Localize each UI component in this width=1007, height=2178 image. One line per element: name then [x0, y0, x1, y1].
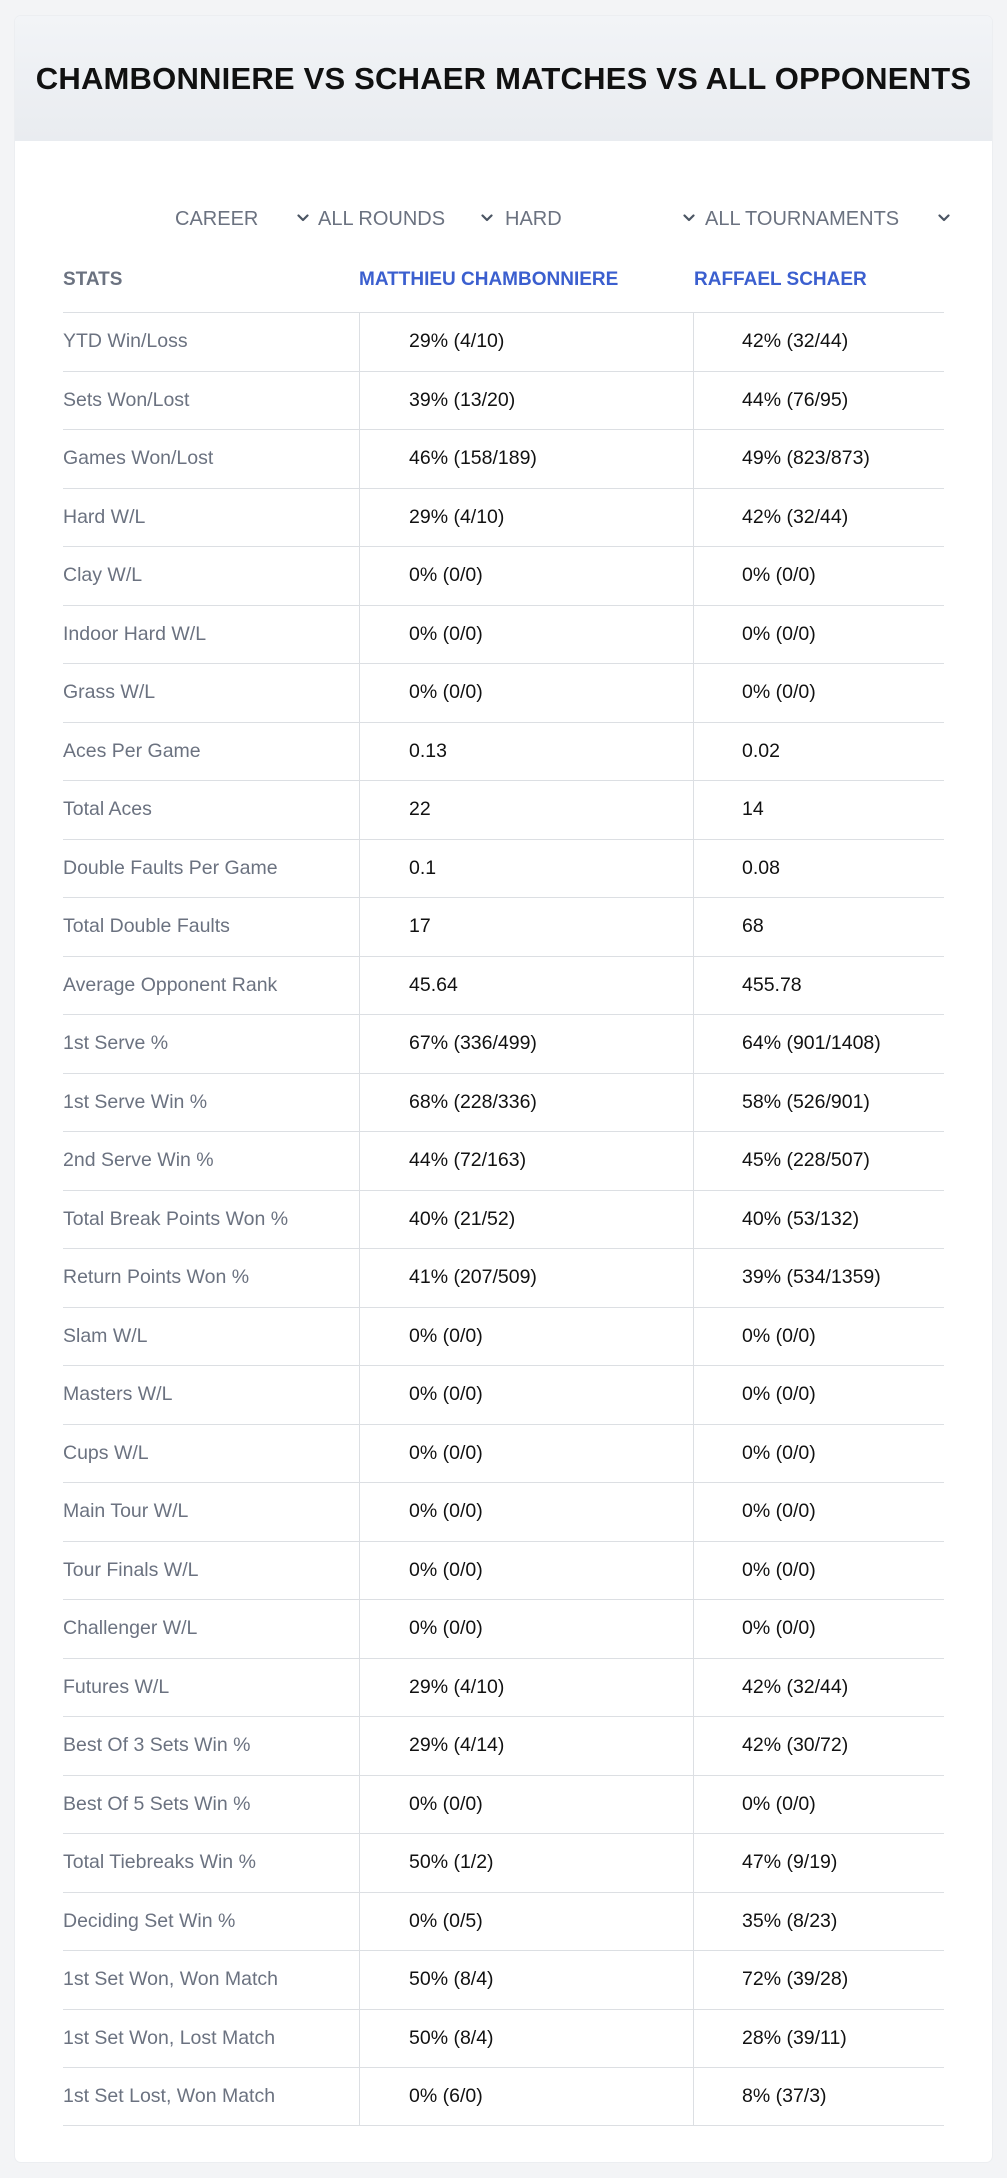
stats-table	[63, 312, 944, 2126]
table-row	[63, 312, 944, 371]
stat-label: Indoor Hard W/L	[63, 622, 207, 645]
stats-card	[15, 16, 992, 2162]
table-row	[63, 1014, 944, 1073]
stat-label: Challenger W/L	[63, 1617, 198, 1640]
stat-label: 1st Set Won, Lost Match	[63, 2026, 276, 2049]
stat-label: Aces Per Game	[63, 739, 201, 762]
stat-label: Hard W/L	[63, 505, 146, 528]
player2-value: 455.78	[693, 957, 944, 1015]
table-row	[63, 1248, 944, 1307]
player1-value: 0% (0/0)	[359, 1542, 693, 1600]
player2-value: 0.02	[693, 723, 944, 781]
player1-value: 22	[359, 781, 693, 839]
table-row	[63, 2067, 944, 2126]
stat-label: Clay W/L	[63, 564, 143, 587]
table-row	[63, 488, 944, 547]
table-row	[63, 1424, 944, 1483]
period-select[interactable]	[175, 191, 315, 247]
table-row	[63, 1658, 944, 1717]
stat-label: Best Of 5 Sets Win %	[63, 1792, 251, 1815]
player1-value: 29% (4/10)	[359, 1659, 693, 1717]
chevron-down-icon	[938, 212, 950, 224]
player1-value: 17	[359, 898, 693, 956]
table-row	[63, 780, 944, 839]
table-row	[63, 956, 944, 1015]
player1-value: 0% (0/0)	[359, 1366, 693, 1424]
stat-label: Sets Won/Lost	[63, 388, 190, 411]
player2-value: 40% (53/132)	[693, 1191, 944, 1249]
player1-value: 44% (72/163)	[359, 1132, 693, 1190]
stat-label: Tour Finals W/L	[63, 1558, 199, 1581]
table-row	[63, 605, 944, 664]
tournament-select[interactable]	[705, 191, 955, 247]
stat-label: Futures W/L	[63, 1675, 170, 1698]
table-row	[63, 663, 944, 722]
tournament-select-value: ALL TOURNAMENTS	[705, 207, 900, 230]
player2-value: 42% (30/72)	[693, 1717, 944, 1775]
player1-value: 0.1	[359, 840, 693, 898]
player1-value: 0.13	[359, 723, 693, 781]
table-row	[63, 1892, 944, 1951]
page-title: CHAMBONNIERE VS SCHAER MATCHES VS ALL OPPONENTS	[35, 60, 972, 96]
table-row	[63, 1950, 944, 2009]
table-row	[63, 1599, 944, 1658]
stat-label: 1st Set Lost, Won Match	[63, 2084, 276, 2107]
stat-label: Total Break Points Won %	[63, 1207, 289, 1230]
player2-value: 0% (0/0)	[693, 1425, 944, 1483]
player1-link[interactable]: MATTHIEU CHAMBONNIERE	[359, 269, 619, 290]
stat-label: Masters W/L	[63, 1383, 173, 1406]
table-row	[63, 429, 944, 488]
table-row	[63, 1131, 944, 1190]
player1-value: 68% (228/336)	[359, 1074, 693, 1132]
stat-label: Cups W/L	[63, 1441, 149, 1464]
player1-value: 45.64	[359, 957, 693, 1015]
stat-label: YTD Win/Loss	[63, 330, 188, 353]
player2-value: 42% (32/44)	[693, 1659, 944, 1717]
player2-value: 0% (0/0)	[693, 547, 944, 605]
player1-value: 50% (8/4)	[359, 2010, 693, 2068]
stat-label: Total Tiebreaks Win %	[63, 1851, 256, 1874]
surface-select[interactable]	[505, 191, 705, 247]
chevron-down-icon	[297, 212, 309, 224]
player1-value: 40% (21/52)	[359, 1191, 693, 1249]
player2-link[interactable]: RAFFAEL SCHAER	[694, 269, 867, 290]
player2-value: 68	[693, 898, 944, 956]
stat-label: Slam W/L	[63, 1324, 148, 1347]
card-header	[15, 16, 992, 141]
player2-value: 45% (228/507)	[693, 1132, 944, 1190]
player2-value: 0% (0/0)	[693, 1776, 944, 1834]
stat-label: Games Won/Lost	[63, 447, 214, 470]
table-row	[63, 1541, 944, 1600]
table-row	[63, 722, 944, 781]
player2-value: 44% (76/95)	[693, 372, 944, 430]
player1-value: 39% (13/20)	[359, 372, 693, 430]
player2-value: 72% (39/28)	[693, 1951, 944, 2009]
player2-value: 0% (0/0)	[693, 606, 944, 664]
player2-value: 64% (901/1408)	[693, 1015, 944, 1073]
player1-value: 0% (0/0)	[359, 1308, 693, 1366]
player2-value: 49% (823/873)	[693, 430, 944, 488]
table-row	[63, 1307, 944, 1366]
player2-value: 0% (0/0)	[693, 1483, 944, 1541]
player1-value: 0% (0/0)	[359, 1776, 693, 1834]
stat-label: 2nd Serve Win %	[63, 1149, 214, 1172]
table-row	[63, 1716, 944, 1775]
player2-value: 47% (9/19)	[693, 1834, 944, 1892]
player2-value: 14	[693, 781, 944, 839]
period-select-value: CAREER	[175, 207, 259, 230]
player1-value: 0% (0/0)	[359, 1600, 693, 1658]
player1-value: 0% (0/0)	[359, 1483, 693, 1541]
table-row	[63, 1073, 944, 1132]
table-row	[63, 546, 944, 605]
round-select-value: ALL ROUNDS	[318, 207, 446, 230]
table-row	[63, 897, 944, 956]
table-row	[63, 1833, 944, 1892]
round-select[interactable]	[318, 191, 498, 247]
stat-label: Return Points Won %	[63, 1266, 250, 1289]
player2-value: 0% (0/0)	[693, 1542, 944, 1600]
player1-value: 67% (336/499)	[359, 1015, 693, 1073]
player1-value: 29% (4/10)	[359, 489, 693, 547]
player1-value: 46% (158/189)	[359, 430, 693, 488]
stat-label: Double Faults Per Game	[63, 856, 278, 879]
player1-value: 50% (1/2)	[359, 1834, 693, 1892]
player1-value: 50% (8/4)	[359, 1951, 693, 2009]
stats-column-header: STATS	[63, 269, 123, 290]
player1-value: 0% (0/0)	[359, 606, 693, 664]
stat-label: 1st Serve Win %	[63, 1090, 208, 1113]
table-row	[63, 1775, 944, 1834]
table-row	[63, 1482, 944, 1541]
player2-value: 0% (0/0)	[693, 1600, 944, 1658]
player1-value: 41% (207/509)	[359, 1249, 693, 1307]
stat-label: Grass W/L	[63, 681, 156, 704]
stat-label: Total Double Faults	[63, 915, 230, 938]
player2-value: 28% (39/11)	[693, 2010, 944, 2068]
player2-value: 0.08	[693, 840, 944, 898]
stat-label: Deciding Set Win %	[63, 1909, 236, 1932]
player2-value: 0% (0/0)	[693, 1308, 944, 1366]
chevron-down-icon	[481, 212, 493, 224]
player2-value: 35% (8/23)	[693, 1893, 944, 1951]
stat-label: Average Opponent Rank	[63, 973, 278, 996]
player2-value: 42% (32/44)	[693, 313, 944, 371]
player2-value: 42% (32/44)	[693, 489, 944, 547]
stat-label: Main Tour W/L	[63, 1500, 189, 1523]
player1-value: 0% (0/0)	[359, 547, 693, 605]
stat-label: Total Aces	[63, 798, 152, 821]
stat-label: Best Of 3 Sets Win %	[63, 1734, 251, 1757]
player1-value: 0% (6/0)	[359, 2068, 693, 2125]
stat-label: 1st Set Won, Won Match	[63, 1968, 278, 1991]
table-row	[63, 1365, 944, 1424]
table-row	[63, 371, 944, 430]
table-row	[63, 2009, 944, 2068]
player1-value: 29% (4/14)	[359, 1717, 693, 1775]
player2-value: 0% (0/0)	[693, 1366, 944, 1424]
stat-label: 1st Serve %	[63, 1032, 169, 1055]
table-row	[63, 1190, 944, 1249]
surface-select-value: HARD	[505, 207, 562, 230]
filter-bar	[15, 191, 992, 247]
table-row	[63, 839, 944, 898]
player1-value: 29% (4/10)	[359, 313, 693, 371]
player2-value: 39% (534/1359)	[693, 1249, 944, 1307]
player1-value: 0% (0/0)	[359, 1425, 693, 1483]
player2-value: 58% (526/901)	[693, 1074, 944, 1132]
player1-value: 0% (0/0)	[359, 664, 693, 722]
chevron-down-icon	[683, 212, 695, 224]
player2-value: 0% (0/0)	[693, 664, 944, 722]
player2-value: 8% (37/3)	[693, 2068, 944, 2125]
player1-value: 0% (0/5)	[359, 1893, 693, 1951]
